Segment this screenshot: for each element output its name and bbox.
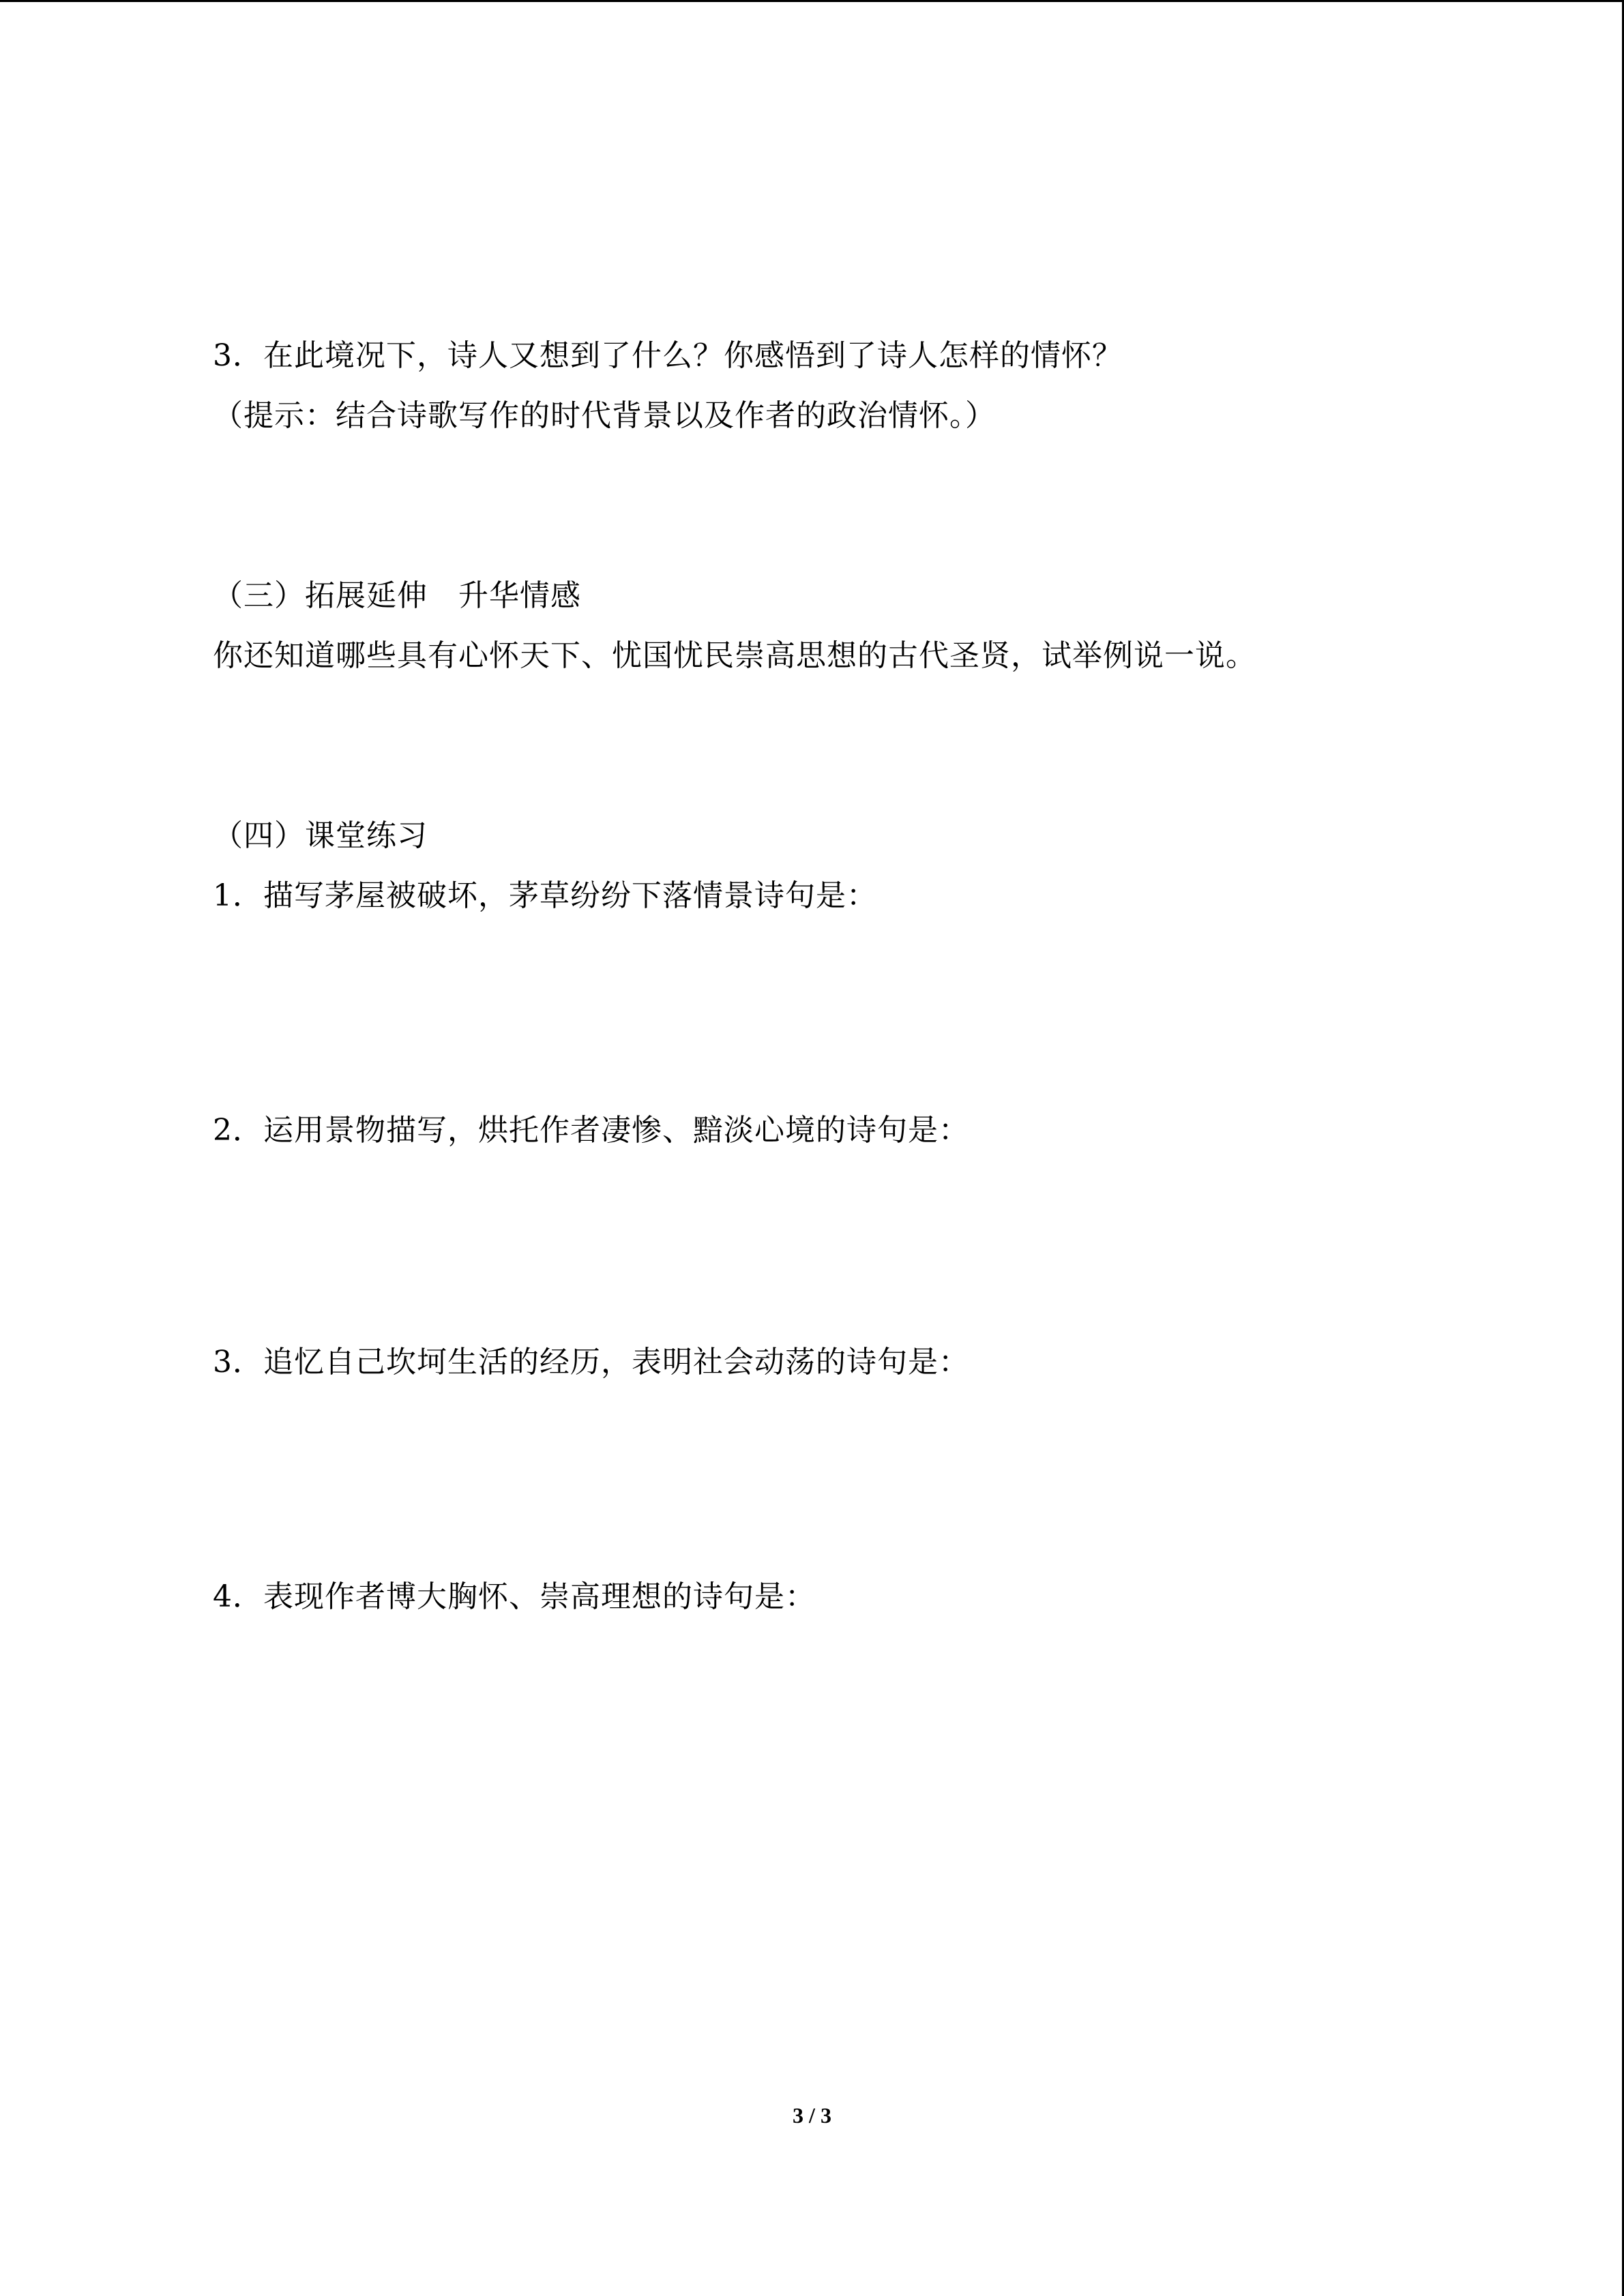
page-top-border [0,0,1624,2]
practice-item-4: 4．表现作者博大胸怀、崇高理想的诗句是： [213,1579,816,1614]
question-3: 3．在此境况下，诗人又想到了什么？你感悟到了诗人怎样的情怀？ [213,338,1123,373]
extend-prompt: 你还知道哪些具有心怀天下、忧国忧民崇高思想的古代圣贤，试举例说一说。 [213,638,1256,673]
question-3-hint: （提示：结合诗歌写作的时代背景以及作者的政治情怀。） [213,398,996,433]
practice-heading: （四）课堂练习 [213,818,428,853]
practice-item-3: 3．追忆自己坎坷生活的经历，表明社会动荡的诗句是： [213,1345,969,1380]
extend-heading: （三）拓展延伸 升华情感 [213,578,581,613]
practice-item-2: 2．运用景物描写，烘托作者凄惨、黯淡心境的诗句是： [213,1113,969,1148]
page-number: 3 / 3 [793,2103,831,2128]
practice-item-1: 1．描写茅屋被破坏，茅草纷纷下落情景诗句是： [213,878,877,913]
